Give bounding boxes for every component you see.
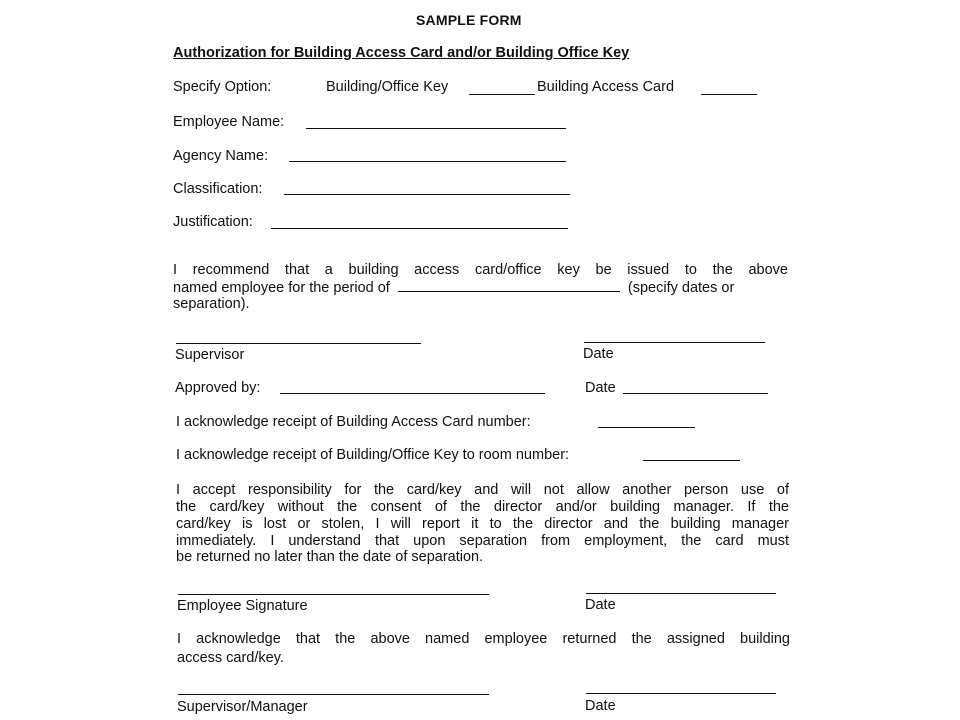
supervisor-manager-signature-line[interactable] [178,694,489,695]
period-field[interactable] [398,279,620,292]
employee-signature-line[interactable] [178,594,489,595]
card-number-field[interactable] [598,427,695,428]
recommend-line-2 [173,279,734,296]
supervisor-manager-date-line[interactable] [586,693,776,694]
recommend-line-2-end: (specify dates or [627,280,735,296]
ack-card-label: I acknowledge receipt of Building Access Card number: [176,414,531,430]
option-card-blank[interactable] [701,94,757,95]
responsibility-line-5: be returned no later than the date of separation. [176,549,484,565]
supervisor-date-line[interactable] [584,342,765,343]
justification-label: Justification: [173,214,253,230]
approved-by-label: Approved by: [175,380,261,396]
responsibility-line-3: card/key is lost or stolen, I will report it to the director and the building manager [176,516,789,532]
supervisor-date-label: Date [583,346,614,362]
recommend-line-2-start: named employee for the period of [173,280,390,296]
agency-name-field[interactable] [289,161,566,162]
justification-field[interactable] [271,228,568,229]
supervisor-manager-label: Supervisor/Manager [177,699,308,715]
recommend-line-1: I recommend that a building access card/office key be issued to the above [173,262,788,278]
specify-option-label: Specify Option: [173,79,272,95]
return-ack-line-2: access card/key. [177,650,284,666]
form-subtitle: Authorization for Building Access Card and/or Building Office Key [173,45,630,61]
classification-field[interactable] [284,194,570,195]
supervisor-signature-line[interactable] [176,343,421,344]
responsibility-line-2: the card/key without the consent of the director and/or building manager. If the [176,499,789,515]
form-title: SAMPLE FORM [416,12,522,28]
employee-date-label: Date [585,597,616,613]
employee-signature-label: Employee Signature [177,598,308,614]
employee-date-line[interactable] [586,593,776,594]
option-key-label: Building/Office Key [326,79,449,95]
option-key-blank[interactable] [469,94,535,95]
employee-name-field[interactable] [306,128,566,129]
recommend-line-3: separation). [173,296,250,312]
supervisor-label: Supervisor [175,347,245,363]
classification-label: Classification: [173,181,263,197]
responsibility-line-1: I accept responsibility for the card/key and will not allow another person use of [176,482,789,498]
agency-name-label: Agency Name: [173,148,269,164]
room-number-field[interactable] [643,460,740,461]
responsibility-line-4: immediately. I understand that upon separation from employment, the card must [176,533,789,549]
ack-key-label: I acknowledge receipt of Building/Office Key to room number: [176,447,570,463]
supervisor-manager-date-label: Date [585,698,616,714]
option-card-label: Building Access Card [537,79,675,95]
return-ack-line-1: I acknowledge that the above named employee returned the assigned building [177,631,790,647]
approved-date-label: Date [585,380,616,396]
approved-date-field[interactable] [623,393,768,394]
employee-name-label: Employee Name: [173,114,285,130]
approved-by-field[interactable] [280,393,545,394]
